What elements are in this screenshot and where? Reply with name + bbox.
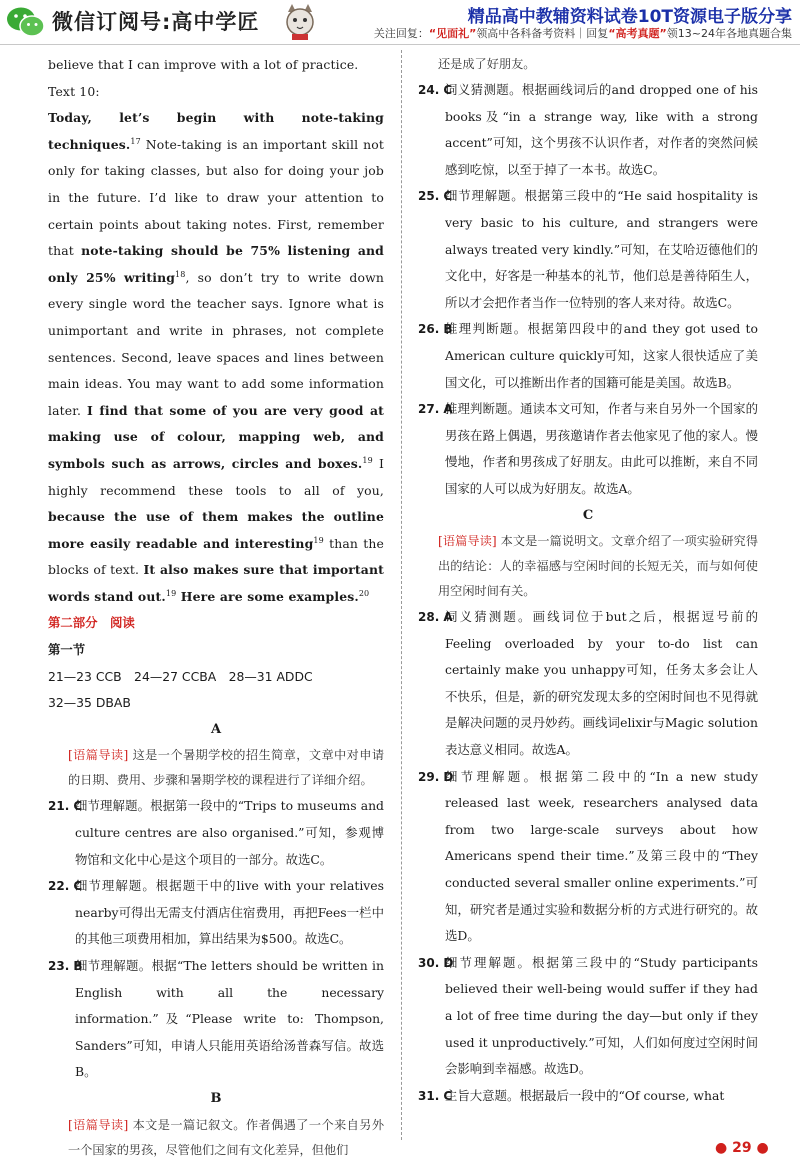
answer-item bbox=[418, 396, 758, 502]
passage-guide bbox=[48, 743, 384, 793]
continued-line: believe that I can improve with a lot of practice. bbox=[48, 57, 359, 72]
promo-sub-text: 关注回复： bbox=[373, 27, 429, 40]
text10-label: Text 10: bbox=[48, 83, 100, 99]
answer-key-line: 21—23 CCB 24—27 CCBA 28—31 ADDC bbox=[48, 668, 313, 684]
promo-keyword-gift: “见面礼” bbox=[428, 27, 477, 40]
guide-tag: [语篇导读] bbox=[438, 534, 497, 549]
answer-item bbox=[418, 183, 758, 316]
passage-guide bbox=[48, 1113, 384, 1163]
passage-c-heading: C bbox=[582, 507, 594, 523]
answer-item bbox=[418, 764, 758, 950]
answer-item bbox=[48, 873, 384, 953]
text10-s3: note-taking should be 75% listening and only 25% writing bbox=[48, 243, 384, 285]
promo-title: 精品高中教辅资料试卷10T资源电子版分享 bbox=[467, 7, 792, 27]
promo-sub-text: 领13~24年各地真题合集 bbox=[666, 27, 792, 40]
answer-number: 31. C bbox=[418, 1088, 453, 1103]
answer-explanation: 细节理解题。根据题干中的live with your relatives nearby可得出无需支付酒店住宿费用，再把Fees一栏中的其他三项费用相加，算出结果为$500。故选C。 bbox=[75, 878, 384, 947]
part2-title: 第二部分 阅读 bbox=[48, 615, 135, 631]
passage-b-heading: B bbox=[210, 1090, 222, 1106]
footnote-ref: 19 bbox=[362, 455, 373, 465]
brand-title: 微信订阅号:高中学匠 bbox=[52, 10, 260, 34]
footnote-ref: 17 bbox=[130, 136, 141, 146]
footnote-ref: 18 bbox=[175, 269, 186, 279]
guide-text: 本文是一篇记叙文。作者偶遇了一个来自另外一个国家的男孩，尽管他们之间有文化差异，但他们 bbox=[68, 1117, 385, 1157]
answer-explanation: 细节理解题。根据第三段中的“He said hospitality is very basic to his culture, and strangers were always treated very kindly.”可知，在艾哈迈德他们的文化中，好客是一种基本的礼节，他们总是善待陌生人，所以才会把作者当作一位特别的客人来对待。故选C。 bbox=[445, 188, 758, 310]
answer-item bbox=[418, 1083, 758, 1110]
answer-explanation: 主旨大意题。根据最后一段中的“Of course, what bbox=[445, 1087, 725, 1103]
answer-item bbox=[48, 793, 384, 873]
guide-text: 本文是一篇说明文。文章介绍了一项实验研究得出的结论：人的幸福感与空闲时间的长短无关，而与如何使用空闲时间有关。 bbox=[438, 534, 759, 599]
answer-number: 25. C bbox=[418, 189, 453, 204]
right-column bbox=[418, 52, 758, 1109]
promo-subtitle bbox=[296, 25, 792, 41]
answer-number: 22. C bbox=[48, 879, 83, 894]
answer-explanation: 推理判断题。根据第四段中的and they got used to American culture quickly可知，这家人很快适应了美国文化，可以推断出作者的国籍可能是美国。故选B。 bbox=[445, 321, 758, 390]
guide-text: 这是一个暑期学校的招生简章，文章中对申请的日期、费用、步骤和暑期学校的课程进行了详细介绍。 bbox=[68, 748, 385, 788]
answer-item bbox=[48, 953, 384, 1086]
answer-explanation: 细节理解题。根据第二段中的“In a new study released last week, researchers analysed data from two large-scale surveys about how Americans spend their time.”及第三段中的“They conducted several smaller online experiments.”可知，研究者是通过实验和数据分析的方式进行研究的。故选D。 bbox=[445, 768, 758, 944]
text10-s10: Here are some examples. bbox=[176, 588, 359, 604]
answer-number: 23. B bbox=[48, 959, 83, 973]
answer-item bbox=[418, 950, 758, 1083]
text10-s6: I highly recommend these tools to all of you, bbox=[48, 455, 384, 498]
answer-item bbox=[418, 77, 758, 183]
promo-keyword-exam: “高考真题” bbox=[608, 27, 667, 40]
footnote-ref: 19 bbox=[313, 535, 324, 545]
answer-number: 28. A bbox=[418, 610, 453, 625]
text10-s1: Today, let’s begin with note-taking techniques. bbox=[48, 110, 384, 152]
text10-s2: Note-taking is an important skill not only for taking classes, but also for doing your job in the future. I’d like to draw your attention to certain points about taking notes. First, remember that bbox=[48, 136, 384, 259]
answer-explanation: 词义猜测题。根据画线词后的and dropped one of his books及“in a strange way, like with a strong accent”可知，这个男孩不认识作者，对作者的突然问候感到吃惊，以至于掉了一本书。故选C。 bbox=[445, 82, 758, 177]
answer-item bbox=[418, 604, 758, 764]
passage-a-heading: A bbox=[210, 721, 222, 737]
answer-key-line: 32—35 DBAB bbox=[48, 695, 131, 711]
answer-number: 24. C bbox=[418, 83, 453, 97]
footnote-ref: 19 bbox=[165, 588, 177, 598]
left-column bbox=[48, 52, 384, 1163]
text10-s8: than the blocks of text. bbox=[48, 535, 384, 578]
text10-s9: It also makes sure that important words stand out. bbox=[48, 562, 384, 604]
guide-tag: [语篇导读] bbox=[68, 1117, 129, 1132]
text10-transcript bbox=[48, 105, 384, 610]
text10-s7: because the use of them makes the outline more easily readable and interesting bbox=[48, 509, 384, 551]
section1-title: 第一节 bbox=[48, 642, 86, 658]
page-header bbox=[0, 0, 800, 45]
wechat-logo-icon bbox=[6, 5, 46, 39]
guide-tag: [语篇导读] bbox=[68, 748, 129, 763]
answer-number: 30. D bbox=[418, 955, 454, 970]
answer-item bbox=[418, 316, 758, 396]
answer-number: 27. A bbox=[418, 402, 453, 417]
answer-number: 29. D bbox=[418, 769, 454, 784]
footnote-ref: 20 bbox=[358, 588, 370, 598]
answer-number: 26. B bbox=[418, 322, 453, 337]
page-number: ● 29 ● bbox=[715, 1140, 769, 1156]
answer-explanation: 推理判断题。通读本文可知，作者与来自另外一个国家的男孩在路上偶遇，男孩邀请作者去他家见了他的家人。慢慢地，作者和男孩成了好朋友。由此可以推断，来自不同国家的人可以成为好朋友。故选A。 bbox=[445, 401, 758, 496]
answer-number: 21. C bbox=[48, 799, 83, 814]
text10-s4: , so don’t try to write down every single word the teacher says. Ignore what is unimportant and write in phrases, not complete sentences. Second, leave spaces and lines between main ideas. You may want to add some information later. bbox=[48, 269, 384, 418]
text10-s5: I find that some of you are very good at making use of colour, mapping web, and symbols such as arrows, circles and boxes. bbox=[48, 402, 384, 471]
answer-explanation: 词义猜测题。画线词位于but之后，根据逗号前的Feeling overloaded by your to-do list can certainly make you unhappy可知，任务太多会让人不快乐，但是，新的研究发现太多的空闲时间也不见得就是解决问题的灵丹妙药。画线词elixir与Magic solution表达意义相同。故选A。 bbox=[445, 609, 758, 758]
answer-explanation: 细节理解题。根据第一段中的“Trips to museums and culture centres are also organised.”可知，参观博物馆和文化中心是这个项目的一部分。故选C。 bbox=[75, 798, 384, 867]
passage-guide bbox=[418, 529, 758, 604]
answer-explanation: 细节理解题。根据“The letters should be written in English with all the necessary information.”及“Please write to: Thompson, Sanders”可知，申请人只能用英语给汤普森写信。故选B。 bbox=[75, 958, 384, 1080]
promo-sub-text: 领高中各科备考资料｜回复 bbox=[476, 27, 609, 40]
column-divider bbox=[401, 50, 402, 1140]
page-number-value: 29 bbox=[732, 1140, 752, 1156]
passage-guide-continued: 还是成了好朋友。 bbox=[438, 57, 536, 71]
answer-explanation: 细节理解题。根据第三段中的“Study participants believed their well-being would suffer if they had a lot of free time during the day—but only if they used it unproductively.”可知，人们如何度过空闲时间会影响到幸福感。故选D。 bbox=[445, 954, 758, 1077]
